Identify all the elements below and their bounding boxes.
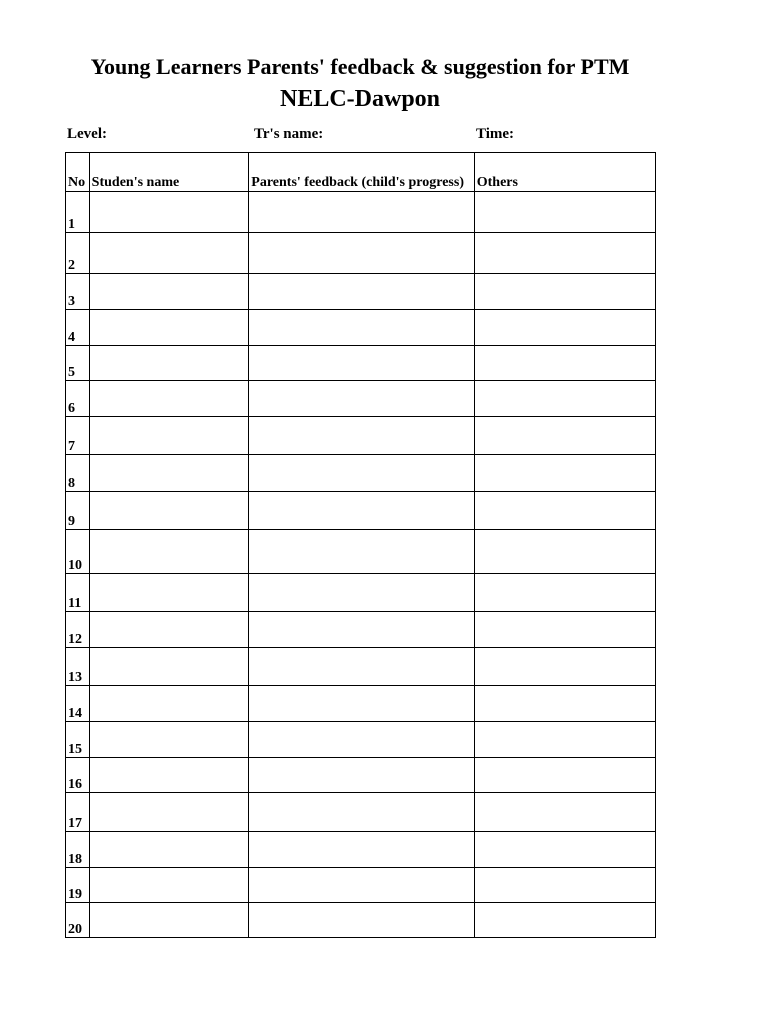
student-name-cell[interactable] — [89, 310, 249, 346]
student-name-cell[interactable] — [89, 346, 249, 381]
parents-feedback-cell[interactable] — [249, 492, 474, 530]
table-row — [66, 648, 656, 686]
table-row — [66, 274, 656, 310]
student-name-cell[interactable] — [89, 233, 249, 274]
parents-feedback-cell[interactable] — [249, 310, 474, 346]
others-cell[interactable] — [474, 417, 655, 455]
table-row — [66, 192, 656, 233]
student-name-cell[interactable] — [89, 832, 249, 868]
row-number: 17 — [66, 793, 90, 832]
student-name-cell[interactable] — [89, 574, 249, 612]
parents-feedback-cell[interactable] — [249, 758, 474, 793]
row-number: 11 — [66, 574, 90, 612]
others-cell[interactable] — [474, 722, 655, 758]
parents-feedback-cell[interactable] — [249, 612, 474, 648]
others-cell[interactable] — [474, 832, 655, 868]
row-number: 3 — [66, 274, 90, 310]
table-row — [66, 903, 656, 938]
table-row — [66, 612, 656, 648]
table-row — [66, 381, 656, 417]
row-number: 10 — [66, 530, 90, 574]
student-name-cell[interactable] — [89, 793, 249, 832]
student-name-cell[interactable] — [89, 648, 249, 686]
parents-feedback-cell[interactable] — [249, 648, 474, 686]
row-number: 1 — [66, 192, 90, 233]
parents-feedback-cell[interactable] — [249, 832, 474, 868]
student-name-cell[interactable] — [89, 381, 249, 417]
row-number: 16 — [66, 758, 90, 793]
parents-feedback-cell[interactable] — [249, 530, 474, 574]
parents-feedback-cell[interactable] — [249, 793, 474, 832]
table-row — [66, 455, 656, 492]
parents-feedback-cell[interactable] — [249, 346, 474, 381]
others-cell[interactable] — [474, 455, 655, 492]
others-cell[interactable] — [474, 648, 655, 686]
student-name-cell[interactable] — [89, 722, 249, 758]
page-subtitle: NELC-Dawpon — [279, 86, 441, 112]
parents-feedback-cell[interactable] — [249, 686, 474, 722]
row-number: 7 — [66, 417, 90, 455]
others-cell[interactable] — [474, 346, 655, 381]
row-number: 12 — [66, 612, 90, 648]
student-name-cell[interactable] — [89, 758, 249, 793]
row-number: 6 — [66, 381, 90, 417]
column-header-parents-feedback: Parents' feedback (child's progress) — [249, 153, 474, 192]
table-row — [66, 832, 656, 868]
column-header-student-name: Studen's name — [89, 153, 249, 192]
table-row — [66, 492, 656, 530]
others-cell[interactable] — [474, 793, 655, 832]
table-row — [66, 417, 656, 455]
student-name-cell[interactable] — [89, 868, 249, 903]
table-header-row — [66, 153, 656, 192]
student-name-cell[interactable] — [89, 686, 249, 722]
row-number: 8 — [66, 455, 90, 492]
table-row — [66, 758, 656, 793]
others-cell[interactable] — [474, 233, 655, 274]
table-body — [66, 192, 656, 938]
row-number: 14 — [66, 686, 90, 722]
table-row — [66, 686, 656, 722]
teacher-name-label: Tr's name: — [254, 126, 324, 142]
row-number: 15 — [66, 722, 90, 758]
student-name-cell[interactable] — [89, 274, 249, 310]
table-row — [66, 793, 656, 832]
others-cell[interactable] — [474, 903, 655, 938]
parents-feedback-cell[interactable] — [249, 722, 474, 758]
student-name-cell[interactable] — [89, 612, 249, 648]
others-cell[interactable] — [474, 192, 655, 233]
others-cell[interactable] — [474, 758, 655, 793]
parents-feedback-cell[interactable] — [249, 868, 474, 903]
row-number: 19 — [66, 868, 90, 903]
page-title: Young Learners Parents' feedback & suggestion for PTM — [90, 54, 630, 79]
column-header-others: Others — [474, 153, 655, 192]
parents-feedback-cell[interactable] — [249, 233, 474, 274]
row-number: 2 — [66, 233, 90, 274]
parents-feedback-cell[interactable] — [249, 455, 474, 492]
table-row — [66, 310, 656, 346]
others-cell[interactable] — [474, 310, 655, 346]
parents-feedback-cell[interactable] — [249, 417, 474, 455]
column-header-no: No — [66, 153, 90, 192]
row-number: 5 — [66, 346, 90, 381]
time-label: Time: — [476, 126, 515, 142]
table-row — [66, 233, 656, 274]
student-name-cell[interactable] — [89, 903, 249, 938]
others-cell[interactable] — [474, 686, 655, 722]
student-name-cell[interactable] — [89, 417, 249, 455]
feedback-table — [65, 152, 656, 938]
row-number: 9 — [66, 492, 90, 530]
others-cell[interactable] — [474, 530, 655, 574]
row-number: 4 — [66, 310, 90, 346]
parents-feedback-cell[interactable] — [249, 574, 474, 612]
level-label: Level: — [67, 126, 107, 142]
others-cell[interactable] — [474, 381, 655, 417]
student-name-cell[interactable] — [89, 492, 249, 530]
table-row — [66, 722, 656, 758]
others-cell[interactable] — [474, 868, 655, 903]
parents-feedback-cell[interactable] — [249, 192, 474, 233]
row-number: 20 — [66, 903, 90, 938]
parents-feedback-cell[interactable] — [249, 381, 474, 417]
student-name-cell[interactable] — [89, 192, 249, 233]
table-row — [66, 346, 656, 381]
others-cell[interactable] — [474, 612, 655, 648]
parents-feedback-cell[interactable] — [249, 274, 474, 310]
table-row — [66, 868, 656, 903]
table-row — [66, 574, 656, 612]
others-cell[interactable] — [474, 574, 655, 612]
row-number: 18 — [66, 832, 90, 868]
table-row — [66, 530, 656, 574]
others-cell[interactable] — [474, 492, 655, 530]
row-number: 13 — [66, 648, 90, 686]
parents-feedback-cell[interactable] — [249, 903, 474, 938]
student-name-cell[interactable] — [89, 455, 249, 492]
others-cell[interactable] — [474, 274, 655, 310]
student-name-cell[interactable] — [89, 530, 249, 574]
